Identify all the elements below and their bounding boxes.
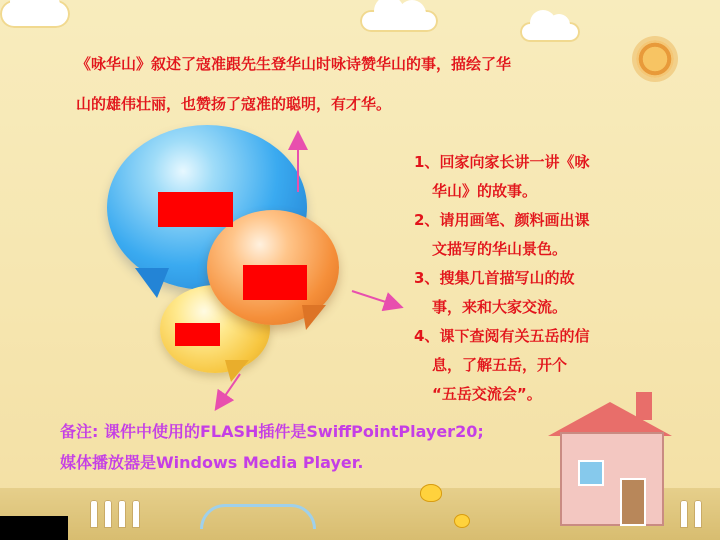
hotspot-button-orange[interactable]: [243, 265, 307, 300]
fence-post: [104, 500, 112, 528]
task-number: 1、: [414, 153, 440, 171]
cloud-icon: [0, 0, 70, 28]
task-line: 息，了解五岳，开个: [432, 356, 568, 374]
task-item: [414, 206, 644, 264]
task-list: [414, 148, 644, 409]
arrow-icon: [352, 291, 398, 306]
speech-bubble-tail: [302, 305, 326, 330]
speech-bubble-tail: [135, 268, 169, 298]
house-icon: [560, 432, 664, 526]
cloud-icon: [520, 22, 580, 42]
task-number: 3、: [414, 269, 440, 287]
bird-icon: [454, 514, 470, 528]
fence-post: [118, 500, 126, 528]
intro-text: [76, 44, 636, 124]
speech-bubble-tail: [225, 360, 249, 382]
house-door: [620, 478, 646, 526]
task-line: 请用画笔、颜料画出课: [439, 211, 590, 229]
task-item: [414, 264, 644, 322]
intro-line-1: 《咏华山》叙述了寇准跟先生登华山时咏诗赞华山的事，描绘了华: [76, 55, 512, 73]
hotspot-button-yellow[interactable]: [175, 323, 220, 346]
note-line-1: 备注: 课件中使用的FLASH插件是SwiffPointPlayer20;: [60, 422, 484, 441]
hotspot-button-blue[interactable]: [158, 192, 233, 227]
return-button[interactable]: [0, 516, 68, 540]
fence-post: [90, 500, 98, 528]
fence-post: [132, 500, 140, 528]
task-number: 4、: [414, 327, 440, 345]
fence-post: [694, 500, 702, 528]
task-line: 搜集几首描写山的故: [439, 269, 575, 287]
task-line: 回家向家长讲一讲《咏: [439, 153, 590, 171]
cloud-icon: [360, 10, 438, 32]
intro-line-2: 山的雄伟壮丽，也赞扬了寇准的聪明，有才华。: [76, 95, 392, 113]
bridge: [200, 504, 316, 529]
task-item: [414, 322, 644, 409]
task-line: 华山》的故事。: [432, 182, 538, 200]
task-line: 课下查阅有关五岳的信: [439, 327, 590, 345]
task-item: [414, 148, 644, 206]
fence-post: [680, 500, 688, 528]
house-window: [578, 460, 604, 486]
task-line: “五岳交流会”。: [432, 385, 542, 403]
sun-icon: [636, 40, 674, 78]
task-number: 2、: [414, 211, 440, 229]
house-roof: [548, 402, 672, 436]
task-line: 文描写的华山景色。: [432, 240, 568, 258]
task-line: 事，来和大家交流。: [432, 298, 568, 316]
bird-icon: [420, 484, 442, 502]
note-line-2: 媒体播放器是Windows Media Player.: [60, 453, 364, 472]
